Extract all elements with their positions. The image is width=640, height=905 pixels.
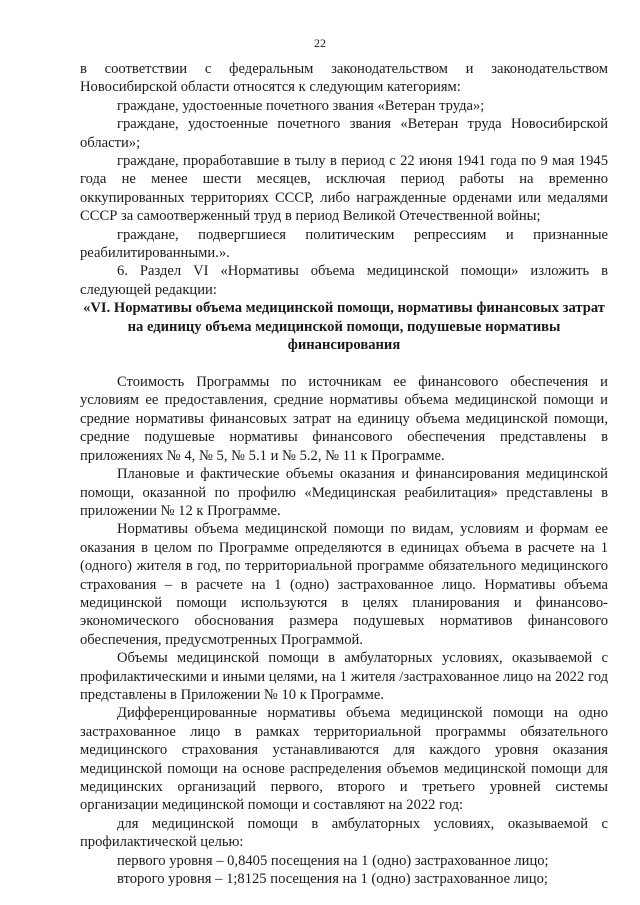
- paragraph: Нормативы объема медицинской помощи по видам, условиям и формам ее оказания в целом по Программе определяются в единицах объема в расчете на 1 (одного) жителя в год, по территориальной программе обязательного медицинского страхования – в расчете на 1 (одно) застрахованное лицо. Нормативы объема медицинской помощи используются в целях планирования и финансово-экономического обоснования размера подушевых нормативов финансового обеспечения, предусмотренных Программой.: [80, 521, 608, 648]
- spacer: [80, 355, 608, 373]
- paragraph: Дифференцированные нормативы объема медицинской помощи на одно застрахованное лицо в рамках территориальной программы обязательного медицинского страхования устанавливаются для каждого уровня оказания медицинской помощи на основе распределения объемов медицинской помощи для медицинских организаций первого, второго и третьего уровней системы организации медицинской помощи и составляют на 2022 год:: [80, 705, 608, 814]
- list-item: граждане, удостоенные почетного звания «Ветеран труда Новосибирской области»;: [80, 116, 608, 151]
- paragraph: 6. Раздел VI «Нормативы объема медицинской помощи» изложить в следующей редакции:: [80, 263, 608, 298]
- list-item: второго уровня – 1;8125 посещения на 1 (одно) застрахованное лицо;: [117, 871, 548, 888]
- list-item: граждане, удостоенные почетного звания «Ветеран труда»;: [117, 97, 485, 114]
- document-body: [80, 60, 608, 888]
- paragraph: Стоимость Программы по источникам ее финансового обеспечения и условиям ее предоставления, средние нормативы объема медицинской помощи и средние нормативы финансовых затрат на единицу объема медицинской помощи, средние подушевые нормативы финансового обеспечения представлены в приложениях № 4, № 5, № 5.1 и № 5.2, № 11 к Программе.: [80, 374, 608, 464]
- paragraph: для медицинской помощи в амбулаторных условиях, оказываемой с профилактической целью:: [80, 815, 608, 851]
- list-item: граждане, подвергшиеся политическим репрессиям и признанные реабилитированными.».: [80, 226, 608, 262]
- page-number: 22: [314, 36, 326, 50]
- paragraph: Объемы медицинской помощи в амбулаторных условиях, оказываемой с профилактическими и иными целями, на 1 жителя /застрахованное лицо на 2022 год представлены в Приложении № 10 к Программе.: [80, 650, 608, 703]
- paragraph: Плановые и фактические объемы оказания и финансирования медицинской помощи, оказанной по профилю «Медицинская реабилитация» представлены в приложении № 12 к Программе.: [80, 466, 608, 519]
- paragraph: в соответствии с федеральным законодательством и законодательством Новосибирской области относятся к следующим категориям:: [80, 61, 608, 96]
- list-item: первого уровня – 0,8405 посещения на 1 (одно) застрахованное лицо;: [117, 852, 549, 869]
- section-heading: «VI. Нормативы объема медицинской помощи, нормативы финансовых затрат на единицу объема медицинской помощи, подушевые нормативы финансирования: [83, 300, 605, 354]
- list-item: граждане, проработавшие в тылу в период с 22 июня 1941 года по 9 мая 1945 года не менее шести месяцев, исключая период работы на временно оккупированных территориях СССР, либо награжденные орденами или медалями СССР за самоотверженный труд в период Великой Отечественной войны;: [80, 153, 608, 225]
